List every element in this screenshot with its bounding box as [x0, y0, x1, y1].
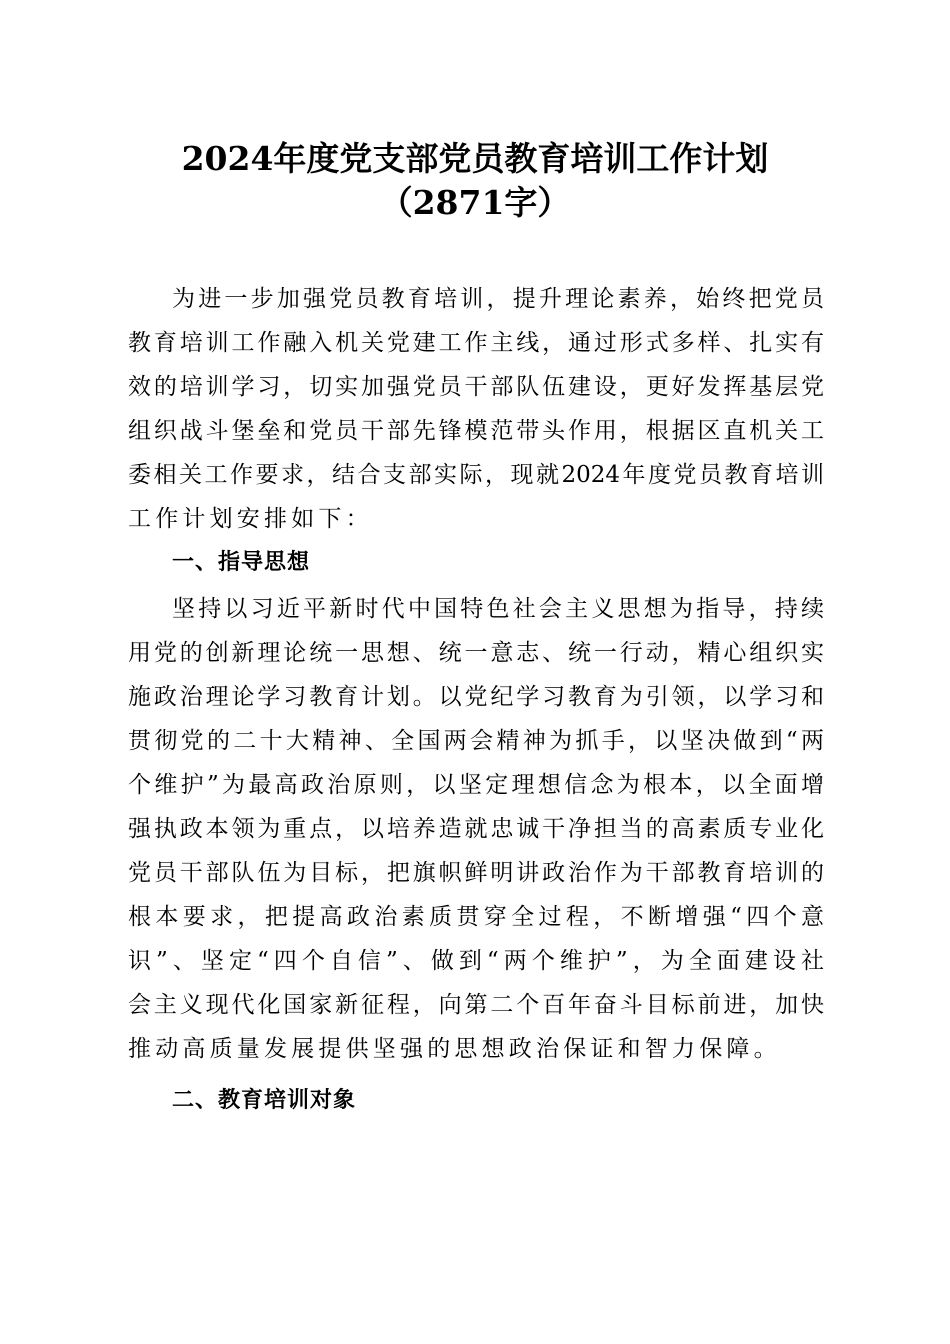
- section-heading-guiding-ideology: 一、指导思想: [172, 550, 311, 575]
- paragraph-line: 为进一步加强党员教育培训，提升理论素养，始终把党员: [172, 286, 824, 312]
- paragraph-line: 委相关工作要求，结合支部实际，现就2024年度党员教育培训: [128, 462, 824, 488]
- paragraph-line: 识”、坚定“四个自信”、做到“两个维护”，为全面建设社: [128, 948, 824, 974]
- document-word-count: （2871字）: [379, 183, 571, 222]
- paragraph-line: 会主义现代化国家新征程，向第二个百年奋斗目标前进，加快: [128, 992, 824, 1018]
- paragraph-line: 根本要求，把提高政治素质贯穿全过程，不断增强“四个意: [128, 904, 824, 930]
- paragraph-line: 党员干部队伍为目标，把旗帜鲜明讲政治作为干部教育培训的: [128, 860, 824, 886]
- document-title: 2024年度党支部党员教育培训工作计划: [181, 139, 769, 178]
- section-heading-training-targets: 二、教育培训对象: [172, 1088, 357, 1113]
- paragraph-line: 用党的创新理论统一思想、统一意志、统一行动，精心组织实: [128, 640, 824, 666]
- paragraph-line: 推动高质量发展提供坚强的思想政治保证和智力保障。: [128, 1036, 781, 1062]
- paragraph-line: 个维护”为最高政治原则，以坚定理想信念为根本，以全面增: [128, 772, 824, 798]
- paragraph-line: 贯彻党的二十大精神、全国两会精神为抓手，以坚决做到“两: [128, 728, 824, 754]
- paragraph-line: 强执政本领为重点，以培养造就忠诚干净担当的高素质专业化: [128, 816, 824, 842]
- paragraph-line: 坚持以习近平新时代中国特色社会主义思想为指导，持续: [172, 596, 824, 622]
- paragraph-line: 组织战斗堡垒和党员干部先锋模范带头作用，根据区直机关工: [128, 418, 824, 444]
- paragraph-line: 施政治理论学习教育计划。以党纪学习教育为引领，以学习和: [128, 684, 824, 710]
- paragraph-line: 教育培训工作融入机关党建工作主线，通过形式多样、扎实有: [128, 330, 824, 356]
- paragraph-line: 效的培训学习，切实加强党员干部队伍建设，更好发挥基层党: [128, 374, 824, 400]
- paragraph-line: 工作计划安排如下：: [128, 506, 373, 532]
